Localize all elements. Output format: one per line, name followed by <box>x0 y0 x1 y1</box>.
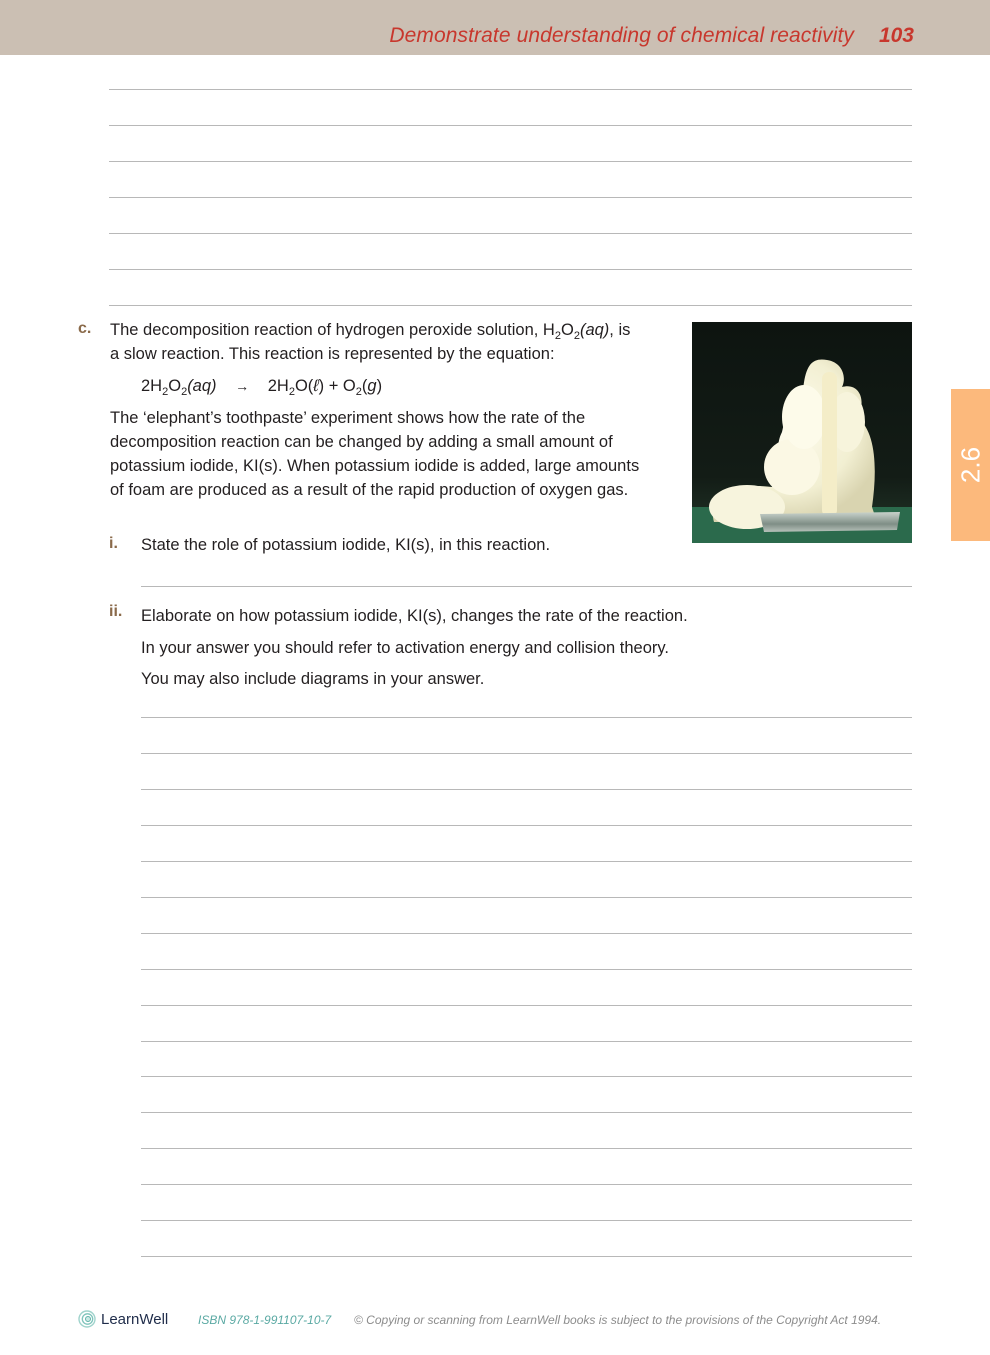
answer-line[interactable] <box>141 1112 912 1113</box>
paragraph-line: decomposition reaction can be changed by adding a small amount of <box>110 433 613 451</box>
answer-line[interactable] <box>141 1076 912 1077</box>
question-ii-line: In your answer you should refer to activation energy and collision theory. <box>141 638 669 657</box>
question-ii-text <box>141 601 861 696</box>
answer-line[interactable] <box>109 161 912 162</box>
answer-line[interactable] <box>109 125 912 126</box>
answer-line[interactable] <box>109 305 912 306</box>
question-ii-label: ii. <box>109 603 123 620</box>
question-c-intro <box>110 318 680 366</box>
answer-line[interactable] <box>141 717 912 718</box>
answer-line[interactable] <box>141 825 912 826</box>
reaction-arrow-icon: → <box>235 378 250 394</box>
question-i-label: i. <box>109 535 118 552</box>
answer-line[interactable] <box>109 89 912 90</box>
answer-line[interactable] <box>141 1256 912 1257</box>
question-c-line-2: a slow reaction. This reaction is represented by the equation: <box>110 345 555 363</box>
answer-line[interactable] <box>109 233 912 234</box>
copyright-notice: © Copying or scanning from LearnWell books is subject to the provisions of the Copyright Act 1994. <box>354 1313 882 1327</box>
answer-line[interactable] <box>141 1005 912 1006</box>
answer-line[interactable] <box>141 753 912 754</box>
brand-name: LearnWell <box>101 1311 169 1328</box>
answer-line[interactable] <box>141 1041 912 1042</box>
answer-line[interactable] <box>141 1220 912 1221</box>
question-c-paragraph <box>110 406 690 502</box>
section-tab-label: 2.6 <box>955 446 985 484</box>
elephant-toothpaste-photo <box>692 322 912 543</box>
paragraph-line: The ‘elephant’s toothpaste’ experiment shows how the rate of the <box>110 409 586 427</box>
isbn: ISBN 978-1-991107-10-7 <box>198 1313 332 1327</box>
section-tab <box>951 389 990 541</box>
answer-line[interactable] <box>109 269 912 270</box>
answer-line[interactable] <box>141 933 912 934</box>
question-c-label: c. <box>78 320 92 337</box>
answer-line[interactable] <box>109 197 912 198</box>
answer-line[interactable] <box>141 1148 912 1149</box>
chemical-equation: $2H_2O_2(aq)$ → $2H_2O(\ell) + O_2(g)$ <box>141 374 541 398</box>
answer-line[interactable] <box>141 861 912 862</box>
question-ii-line: Elaborate on how potassium iodide, KI(s), changes the rate of the reaction. <box>141 607 688 625</box>
question-c-line-1: The decomposition reaction of hydrogen peroxide solution, $H_2O_2(aq)$, is <box>110 321 631 342</box>
learnwell-logo-icon <box>78 1310 96 1328</box>
chapter-title: Demonstrate understanding of chemical reactivity <box>389 24 854 47</box>
page-footer <box>78 1310 918 1332</box>
page-number: 103 <box>878 24 914 47</box>
answer-line[interactable] <box>141 1184 912 1185</box>
answer-line[interactable] <box>141 969 912 970</box>
question-ii-line: You may also include diagrams in your answer. <box>141 670 485 688</box>
page-header <box>0 0 990 55</box>
paragraph-line: of foam are produced as a result of the rapid production of oxygen gas. <box>110 481 629 499</box>
foam-illustration <box>692 322 912 543</box>
paragraph-line: potassium iodide, KI(s). When potassium iodide is added, large amounts <box>110 457 640 475</box>
answer-line[interactable] <box>141 586 912 587</box>
answer-line[interactable] <box>141 897 912 898</box>
answer-line[interactable] <box>141 789 912 790</box>
question-i-text: State the role of potassium iodide, KI(s), in this reaction. <box>141 536 551 554</box>
